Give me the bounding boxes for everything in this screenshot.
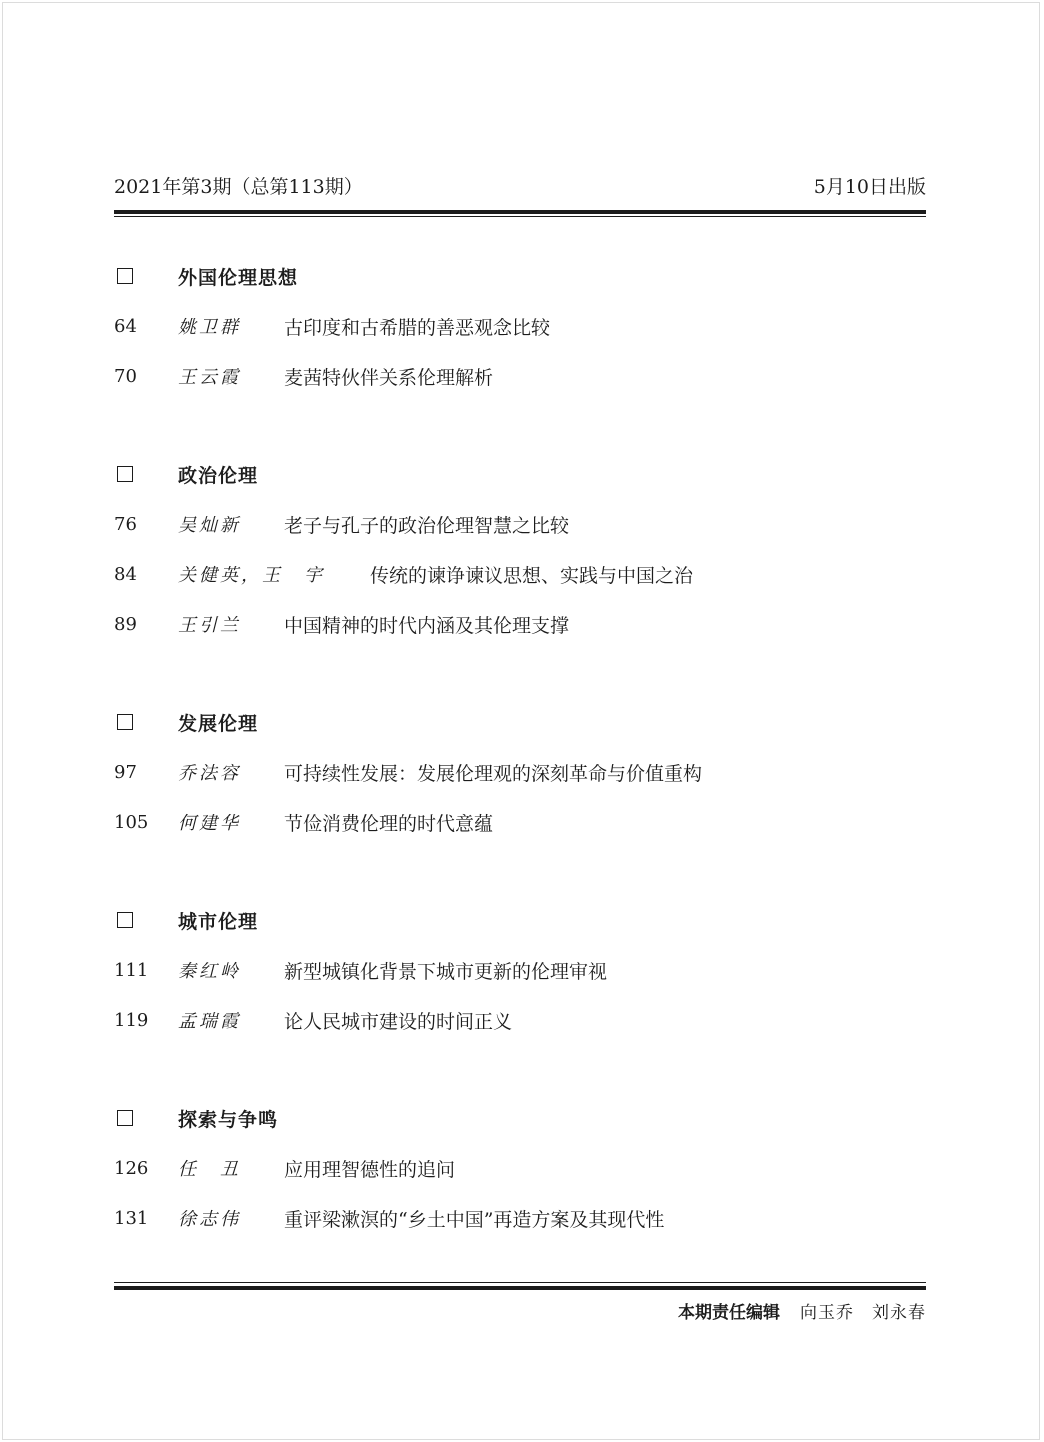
toc-section <box>114 459 926 639</box>
article-title[interactable]: 论人民城市建设的时间正义 <box>284 1010 513 1033</box>
toc-entry[interactable] <box>114 311 926 341</box>
section-title: 探索与争鸣 <box>178 1108 279 1131</box>
article-author: 王引兰 <box>178 615 241 636</box>
page-number: 126 <box>114 1157 149 1179</box>
article-title[interactable]: 传统的谏诤谏议思想、实践与中国之治 <box>370 564 694 587</box>
checkbox-square-icon <box>117 714 133 730</box>
article-title[interactable]: 新型城镇化背景下城市更新的伦理审视 <box>284 960 608 983</box>
editor-names: 向玉乔 刘永春 <box>800 1302 926 1323</box>
checkbox-square-icon <box>117 1110 133 1126</box>
page-number: 76 <box>114 513 137 535</box>
section-title: 政治伦理 <box>178 464 259 487</box>
page-number: 131 <box>114 1207 149 1229</box>
page-number: 119 <box>114 1009 149 1031</box>
article-author: 王云霞 <box>178 367 241 388</box>
toc-section <box>114 1103 926 1233</box>
article-title[interactable]: 可持续性发展：发展伦理观的深刻革命与价值重构 <box>284 762 703 785</box>
toc-section <box>114 707 926 837</box>
article-title[interactable]: 应用理智德性的追问 <box>284 1158 456 1181</box>
article-author: 秦红岭 <box>178 961 241 982</box>
toc-entry[interactable] <box>114 609 926 639</box>
article-author: 乔法容 <box>178 763 241 784</box>
editor-label: 本期责任编辑 <box>678 1302 780 1323</box>
toc-entry[interactable] <box>114 1153 926 1183</box>
page-number: 64 <box>114 315 137 337</box>
article-author: 何建华 <box>178 813 241 834</box>
article-title[interactable]: 麦茜特伙伴关系伦理解析 <box>284 366 494 389</box>
toc-entry[interactable] <box>114 1203 926 1233</box>
toc-entry[interactable] <box>114 807 926 837</box>
editor-credit <box>114 1296 926 1324</box>
footer-rule-thin <box>114 1282 926 1283</box>
checkbox-square-icon <box>117 268 133 284</box>
section-heading <box>114 459 926 489</box>
article-author: 关健英，王 宇 <box>178 565 325 586</box>
header-rule-thin <box>114 216 926 217</box>
page-number: 89 <box>114 613 137 635</box>
section-heading <box>114 707 926 737</box>
toc-section <box>114 905 926 1035</box>
toc-entry[interactable] <box>114 955 926 985</box>
article-title[interactable]: 节俭消费伦理的时代意蕴 <box>284 812 494 835</box>
article-author: 孟瑞霞 <box>178 1011 241 1032</box>
issue-header <box>114 170 926 200</box>
toc-entry[interactable] <box>114 1005 926 1035</box>
page-number: 70 <box>114 365 137 387</box>
toc-entry[interactable] <box>114 559 926 589</box>
footer-rule-thick <box>114 1286 926 1290</box>
publish-date: 5月10日出版 <box>813 175 926 198</box>
section-title: 城市伦理 <box>178 910 259 933</box>
article-author: 姚卫群 <box>178 317 241 338</box>
toc-section <box>114 261 926 391</box>
toc-entry[interactable] <box>114 509 926 539</box>
page-number: 97 <box>114 761 137 783</box>
article-title[interactable]: 重评梁漱溟的“乡土中国”再造方案及其现代性 <box>284 1208 665 1231</box>
checkbox-square-icon <box>117 466 133 482</box>
article-title[interactable]: 老子与孔子的政治伦理智慧之比较 <box>284 514 570 537</box>
page-number: 84 <box>114 563 137 585</box>
header-rule-thick <box>114 210 926 214</box>
section-heading <box>114 1103 926 1133</box>
section-heading <box>114 261 926 291</box>
toc-entry[interactable] <box>114 757 926 787</box>
issue-number: 2021年第3期（总第113期） <box>114 175 363 198</box>
article-title[interactable]: 古印度和古希腊的善恶观念比较 <box>284 316 551 339</box>
section-heading <box>114 905 926 935</box>
article-author: 任 丑 <box>178 1159 241 1180</box>
section-title: 发展伦理 <box>178 712 259 735</box>
toc-entry[interactable] <box>114 361 926 391</box>
page-number: 105 <box>114 811 149 833</box>
article-author: 徐志伟 <box>178 1209 241 1230</box>
page-number: 111 <box>114 959 149 981</box>
section-title: 外国伦理思想 <box>178 266 299 289</box>
checkbox-square-icon <box>117 912 133 928</box>
article-author: 吴灿新 <box>178 515 241 536</box>
article-title[interactable]: 中国精神的时代内涵及其伦理支撑 <box>284 614 570 637</box>
